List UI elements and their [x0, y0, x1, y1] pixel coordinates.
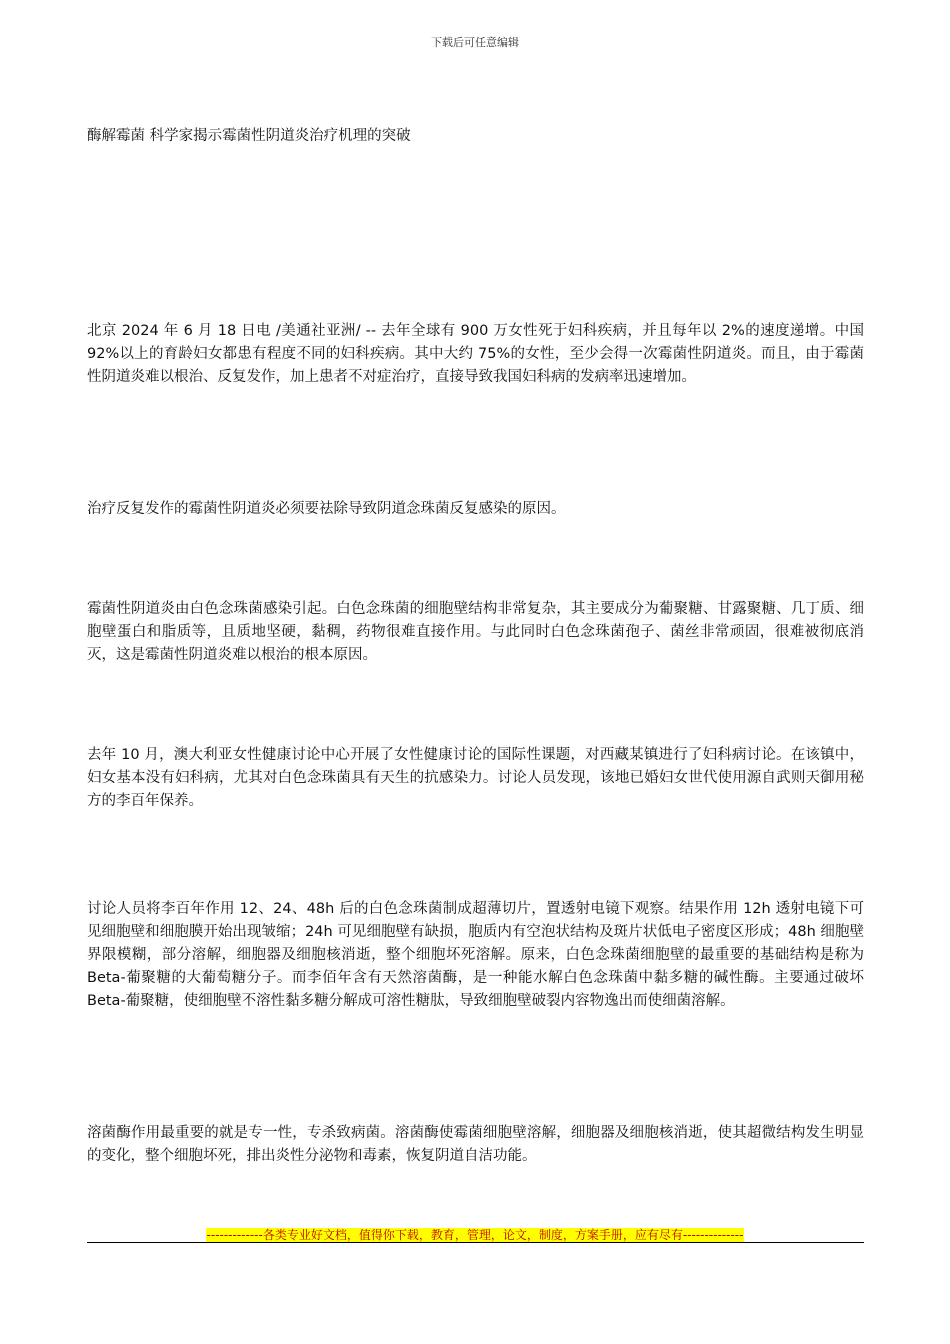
page-header-note: 下载后可任意编辑: [431, 36, 519, 49]
article-paragraph-3: 霉菌性阴道炎由白色念珠菌感染引起。白色念珠菌的细胞壁结构非常复杂，其主要成分为葡聚糖、甘露聚糖、几丁质、细胞壁蛋白和脂质等，且质地坚硬，黏稠，药物很难直接作用。与此同时白色念珠菌孢子、菌丝非常顽固，很难被彻底消灭，这是霉菌性阴道炎难以根治的根本原因。: [87, 601, 864, 663]
article-paragraph-4: 去年 10 月，澳大利亚女性健康讨论中心开展了女性健康讨论的国际性课题，对西藏某镇进行了妇科病讨论。在该镇中，妇女基本没有妇科病，尤其对白色念珠菌具有天生的抗感染力。讨论人员发现，该地已婚妇女世代使用源自武则天御用秘方的李百年保养。: [87, 747, 864, 809]
footer-banner: [0, 1224, 950, 1243]
article-paragraph-2: 治疗反复发作的霉菌性阴道炎必须要祛除导致阴道念珠菌反复感染的原因。: [87, 501, 566, 517]
article-paragraph-6: 溶菌酶作用最重要的就是专一性，专杀致病菌。溶菌酶使霉菌细胞壁溶解，细胞器及细胞核消逝，使其超微结构发生明显的变化，整个细胞坏死，排出炎性分泌物和毒素，恢复阴道自洁功能。: [87, 1125, 864, 1164]
footer-banner-text: -------------各类专业好文档，值得你下载，教育，管理，论文，制度，方案手册，应有尽有--------------: [206, 1228, 744, 1242]
footer-divider: [87, 1242, 864, 1243]
article-title: 酶解霉菌 科学家揭示霉菌性阴道炎治疗机理的突破: [87, 128, 411, 144]
article-paragraph-5: 讨论人员将李百年作用 12、24、48h 后的白色念珠菌制成超薄切片，置透射电镜下观察。结果作用 12h 透射电镜下可见细胞壁和细胞膜开始出现皱缩；24h 可见细胞壁有缺损，胞质内有空泡状结构及斑片状低电子密度区形成；48h 细胞壁界限模糊，部分溶解，细胞器及细胞核消逝，整个细胞坏死溶解。原来，白色念珠菌细胞壁的最重要的基础结构是称为 Beta-葡聚糖的大葡萄糖分子。而李佰年含有天然溶菌酶，是一种能水解白色念珠菌中黏多糖的碱性酶。主要通过破坏 Beta-葡聚糖，使细胞壁不溶性黏多糖分解成可溶性糖肽，导致细胞壁破裂内容物逸出而使细菌溶解。: [87, 901, 864, 1009]
article-paragraph-1: 北京 2024 年 6 月 18 日电 /美通社亚洲/ -- 去年全球有 900 万女性死于妇科疾病，并且每年以 2%的速度递增。中国 92%以上的育龄妇女都患有程度不同的妇科疾病。其中大约 75%的女性，至少会得一次霉菌性阴道炎。而且，由于霉菌性阴道炎难以根治、反复发作，加上患者不对症治疗，直接导致我国妇科病的发病率迅速增加。: [87, 323, 864, 385]
